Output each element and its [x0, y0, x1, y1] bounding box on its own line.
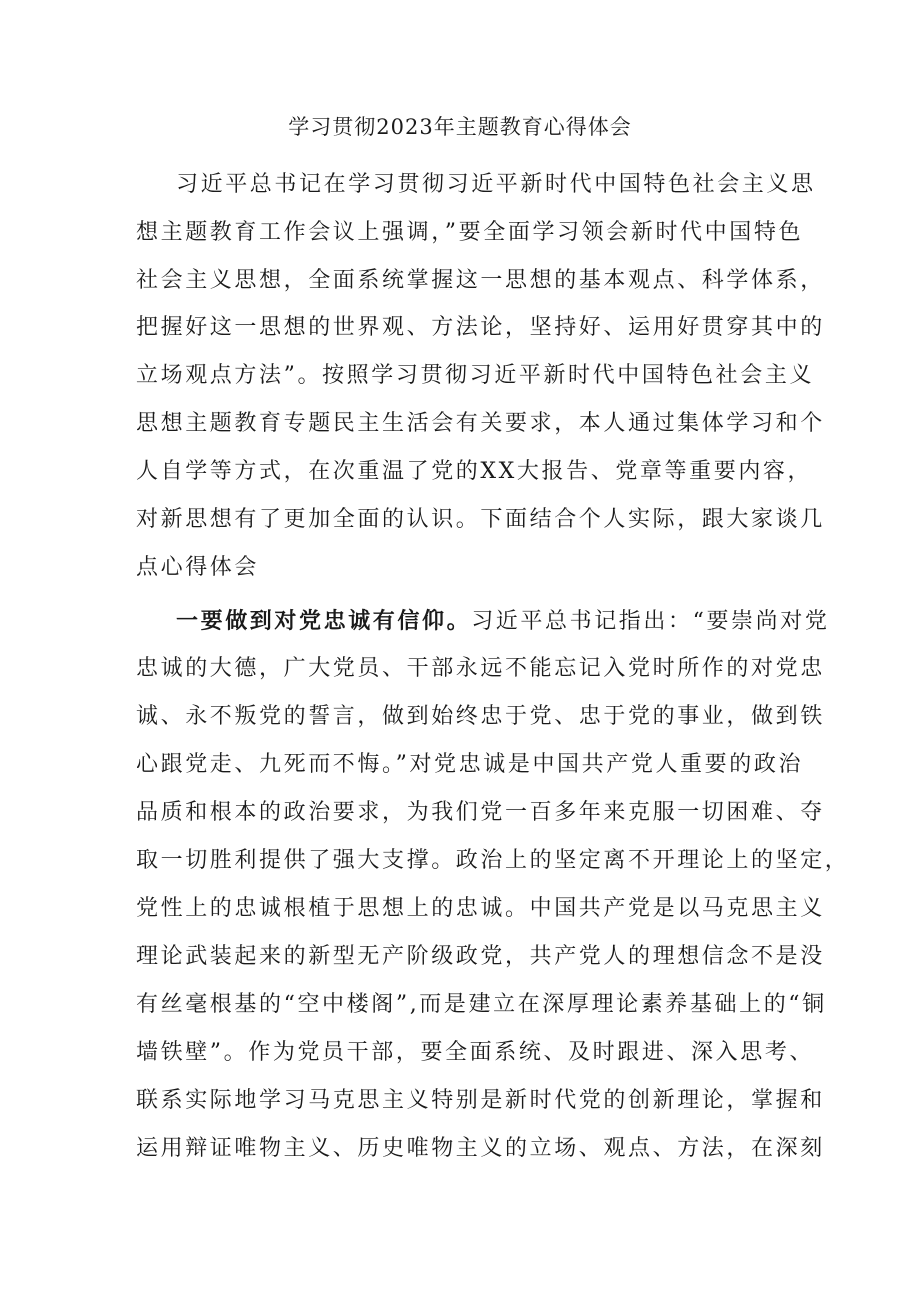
section1-line: 心跟党走、九死而不悔。”对党忠诚是中国共产党人重要的政治: [136, 752, 804, 777]
section1-line: 运用辩证唯物主义、历史唯物主义的立场、观点、方法，在深刻: [136, 1136, 825, 1161]
intro-line: 人自学等方式，在次重温了党的XX大报告、党章等重要内容，: [136, 459, 813, 484]
section1-line: 理论武装起来的新型无产阶级政党，共产党人的理想信念不是没: [136, 944, 825, 969]
intro-line: 点心得体会: [136, 555, 260, 580]
section1-line: 忠诚的大德，广大党员、干部永远不能忘记入党时所作的对党忠: [136, 656, 825, 681]
section1-line: 品质和根本的政治要求，为我们党一百多年来克服一切困难、夺: [136, 800, 825, 825]
section1-first-line: [176, 606, 830, 637]
document-title: 学习贯彻2023年主题教育心得体会: [288, 115, 632, 139]
intro-line: 把握好这一思想的世界观、方法论，坚持好、运用好贯穿其中的: [136, 315, 825, 340]
section1-line: 有丝毫根基的“空中楼阁”,而是建立在深厚理论素养基础上的“铜: [136, 992, 827, 1017]
section1-line: 联系实际地学习马克思主义特别是新时代党的创新理论，掌握和: [136, 1088, 825, 1113]
intro-line: 立场观点方法”。按照学习贯彻习近平新时代中国特色社会主义: [136, 363, 815, 388]
intro-line: 社会主义思想，全面系统掌握这一思想的基本观点、科学体系，: [136, 268, 825, 293]
section1-line: 党性上的忠诚根植于思想上的忠诚。中国共产党是以马克思主义: [136, 896, 825, 921]
intro-line: 对新思想有了更加全面的认识。下面结合个人实际，跟大家谈几: [136, 507, 825, 532]
section1-line: 诚、永不叛党的誓言，做到始终忠于党、忠于党的事业，做到铁: [136, 704, 825, 729]
intro-line: 想主题教育工作会议上强调，”要全面学习领会新时代中国特色: [136, 220, 804, 245]
section1-line: 取一切胜利提供了强大支撑。政治上的坚定离不开理论上的坚定，: [136, 848, 850, 873]
section1-first-line-text: 习近平总书记指出：“要崇尚对党: [471, 609, 830, 634]
intro-line: 思想主题教育专题民主生活会有关要求，本人通过集体学习和个: [136, 411, 825, 436]
section1-heading: 一要做到对党忠诚有信仰。: [176, 608, 472, 634]
intro-line: 习近平总书记在学习贯彻习近平新时代中国特色社会主义思: [176, 172, 816, 197]
section1-line: 墙铁壁”。作为党员干部，要全面系统、及时跟进、深入思考、: [136, 1040, 815, 1065]
